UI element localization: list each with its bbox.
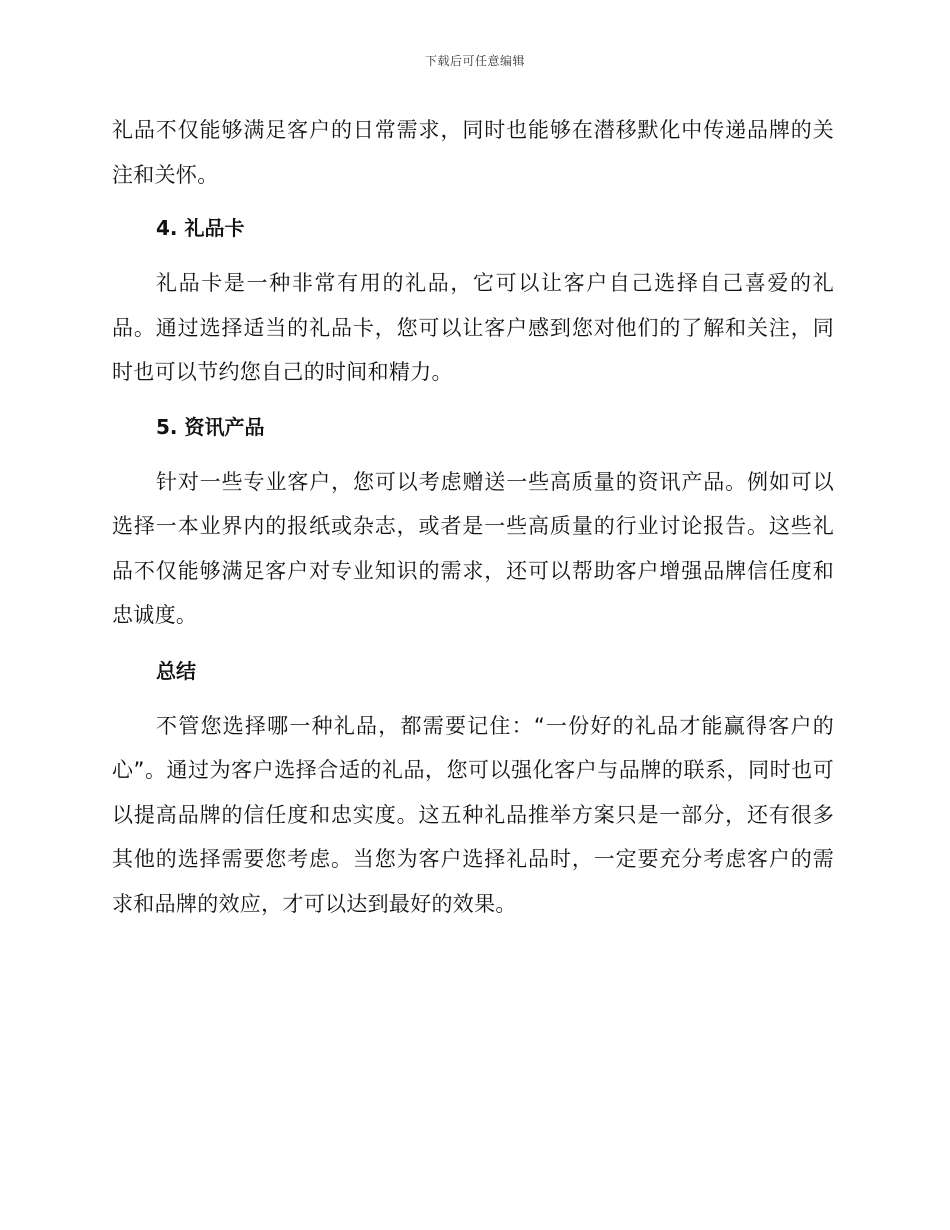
paragraph-continuation: 礼品不仅能够满足客户的日常需求，同时也能够在潜移默化中传递品牌的关注和关怀。 — [112, 118, 834, 187]
paragraph-summary: 不管您选择哪一种礼品，都需要记住：“一份好的礼品才能赢得客户的心”。通过为客户选择合适的礼品，您可以强化客户与品牌的联系，同时也可以提高品牌的信任度和忠实度。这五种礼品推举方案只是一部分，还有很多其他的选择需要您考虑。当您为客户选择礼品时，一定要充分考虑客户的需求和品牌的效应，才可以达到最好的效果。 — [112, 713, 834, 916]
section-heading-info-products: 5. 资讯产品 — [156, 414, 265, 439]
page-header: 下载后可任意编辑 — [424, 54, 525, 68]
paragraph-info-products: 针对一些专业客户，您可以考虑赠送一些高质量的资讯产品。例如可以选择一本业界内的报纸或杂志，或者是一些高质量的行业讨论报告。这些礼品不仅能够满足客户对专业知识的需求，还可以帮助客户增强品牌信任度和忠诚度。 — [112, 469, 834, 627]
paragraph-gift-card: 礼品卡是一种非常有用的礼品，它可以让客户自己选择自己喜爱的礼品。通过选择适当的礼品卡，您可以让客户感到您对他们的了解和关注，同时也可以节约您自己的时间和精力。 — [112, 271, 834, 384]
document-body — [112, 108, 834, 934]
section-heading-summary: 总结 — [156, 658, 196, 683]
section-heading-gift-card: 4. 礼品卡 — [156, 216, 245, 240]
